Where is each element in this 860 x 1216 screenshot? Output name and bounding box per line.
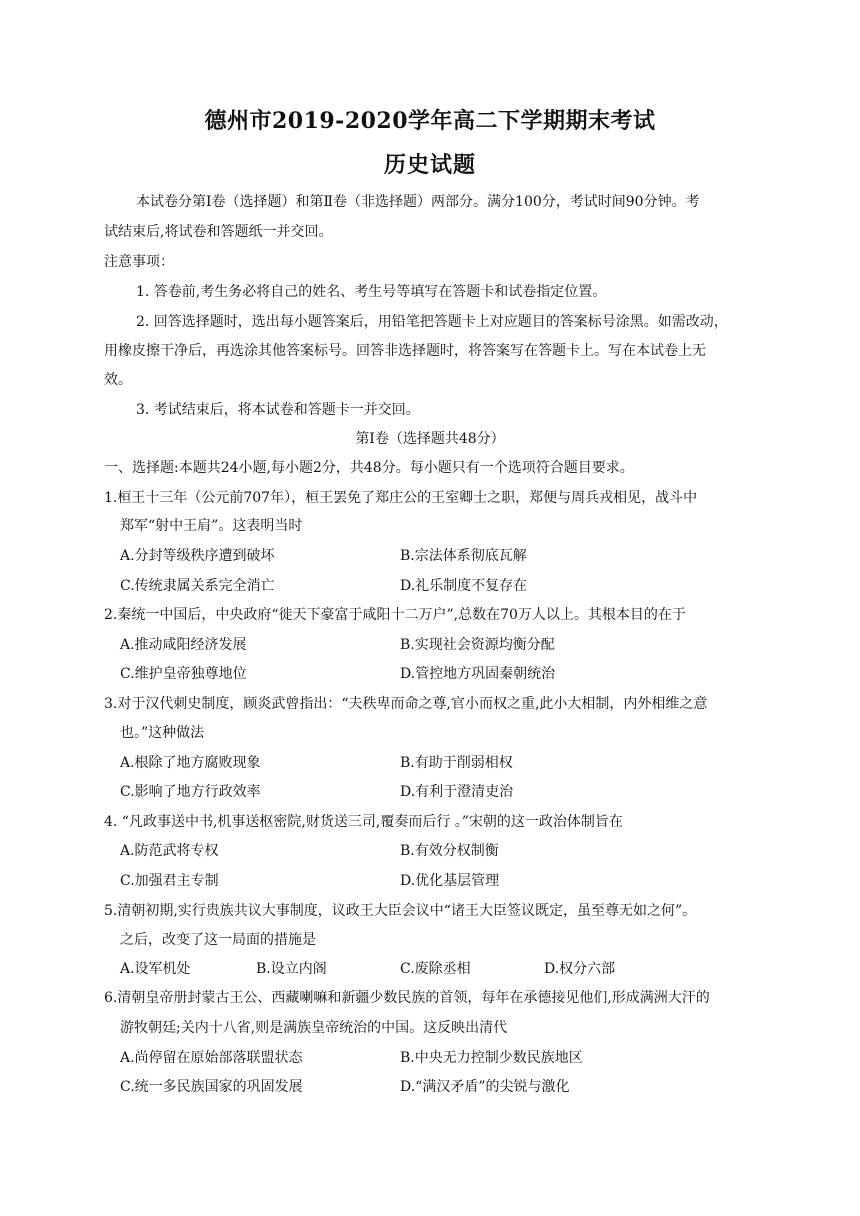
question-2-option-b: B.实现社会资源均衡分配 [400,637,555,653]
question-4-option-d: D.优化基层管理 [400,873,500,889]
question-1-option-b: B.宗法体系彻底瓦解 [400,548,527,564]
question-5-line-2: 之后，改变了这一局面的措施是 [120,932,316,948]
question-4-option-c: C.加强君主专制 [120,873,219,889]
question-3-line-1: 3.对于汉代刺史制度，顾炎武曾指出：“夫秩卑而命之尊,官小而权之重,此小大相制，内外相维之意 [104,696,708,712]
question-5-option-a: A.设军机处 [120,961,191,977]
question-6-line-1: 6.清朝皇帝册封蒙古王公、西藏喇嘛和新疆少数民族的首领，每年在承德接见他们,形成满洲大汗的 [104,990,710,1006]
intro-line-1: 本试卷分第Ⅰ卷（选择题）和第Ⅱ卷（非选择题）两部分。满分100分，考试时间90分钟。考 [136,194,700,210]
question-5-option-c: C.废除丞相 [400,961,471,977]
notes-heading: 注意事项： [104,254,174,270]
question-3-line-2: 也。”这种做法 [120,725,205,741]
exam-title: 德州市2019-2020学年高二下学期期末考试 [204,108,656,134]
exam-subtitle: 历史试题 [383,152,476,178]
note-3: 3. 考试结束后，将本试卷和答题卡一并交回。 [136,402,420,418]
question-2-option-d: D.管控地方巩固秦朝统治 [400,666,556,682]
question-1-option-c: C.传统隶属关系完全消亡 [120,578,275,594]
section-instruction: 一、选择题:本题共24小题,每小题2分，共48分。每小题只有一个选项符合题目要求。 [104,460,634,476]
question-1-option-a: A.分封等级秩序遭到破坏 [120,548,275,564]
section-title: 第Ⅰ卷（选择题共48分） [355,431,505,447]
question-5-option-b: B.设立内阁 [256,961,327,977]
question-2-option-c: C.维护皇帝独尊地位 [120,666,247,682]
question-3-option-b: B.有助于削弱相权 [400,755,513,771]
question-6-option-c: C.统一多民族国家的巩固发展 [120,1079,303,1095]
question-1-line-1: 1.桓王十三年（公元前707年），桓王罢免了郑庄公的王室卿士之职，郑便与周兵戎相见，战斗中 [104,490,698,506]
question-6-line-2: 游牧朝廷;关内十八省,则是满族皇帝统治的中国。这反映出清代 [120,1020,508,1036]
note-2-line-2: 用橡皮擦干净后，再选涂其他答案标号。回答非选择题时，将答案写在答题卡上。写在本试卷上无 [104,343,706,359]
question-4-option-a: A.防范武将专权 [120,843,219,859]
question-6-option-b: B.中央无力控制少数民族地区 [400,1050,583,1066]
note-1: 1. 答卷前,考生务必将自己的姓名、考生号等填写在答题卡和试卷指定位置。 [136,284,607,300]
note-2-line-1: 2. 回答选择题时，选出每小题答案后，用铅笔把答题卡上对应题目的答案标号涂黑。如需改动， [136,314,728,330]
question-2-line-1: 2.秦统一中国后，中央政府“徙天下豪富于咸阳十二万户”,总数在70万人以上。其根本目的在于 [104,607,686,623]
question-6-option-d: D.“满汉矛盾”的尖锐与激化 [400,1079,570,1095]
intro-line-2: 试结束后,将试卷和答题纸一并交回。 [104,224,333,240]
question-4-line-1: 4. “凡政事送中书,机事送枢密院,财货送三司,覆奏而后行 。”宋朝的这一政治体制旨在 [104,814,623,830]
question-5-option-d: D.权分六部 [544,961,616,977]
question-4-option-b: B.有效分权制衡 [400,843,499,859]
question-6-option-a: A.尚停留在原始部落联盟状态 [120,1050,303,1066]
question-1-option-d: D.礼乐制度不复存在 [400,578,528,594]
question-3-option-c: C.影响了地方行政效率 [120,784,261,800]
question-5-line-1: 5.清朝初期,实行贵族共议大事制度，议政王大臣会议中“诸王大臣签议既定，虽至尊无如之何”。 [104,903,697,919]
question-1-line-2: 郑军“射中王肩”。这表明当时 [120,518,303,534]
question-3-option-a: A.根除了地方腐败现象 [120,755,261,771]
question-3-option-d: D.有利于澄清吏治 [400,784,514,800]
question-2-option-a: A.推动咸阳经济发展 [120,637,247,653]
note-2-line-3: 效。 [104,372,132,388]
